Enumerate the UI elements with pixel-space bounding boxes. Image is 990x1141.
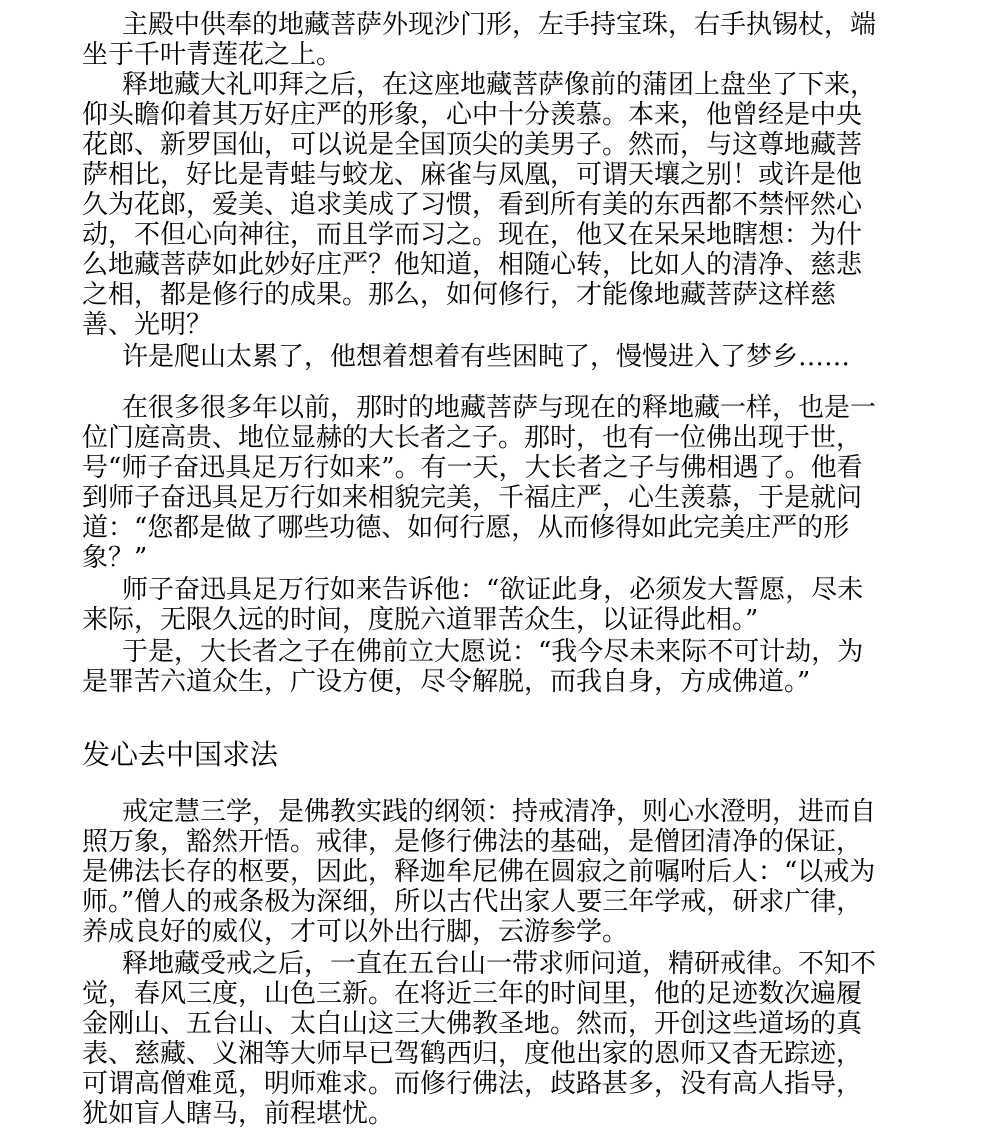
text-line: 照万象，豁然开悟。戒律，是修行佛法的基础，是僧团清净的保证，: [82, 827, 863, 857]
text-line: 萨相比，好比是青蛙与蛟龙、麻雀与凤凰，可谓天壤之别！或许是他: [82, 160, 863, 190]
text-line: 来际，无限久远的时间，度脱六道罪苦众生，以证得此相。”: [82, 605, 759, 635]
section-heading: 发心去中国求法: [82, 738, 279, 771]
text-line: 于是，大长者之子在佛前立大愿说：“我今尽未来际不可计劫，为: [122, 637, 864, 667]
text-line: 养成良好的威仪，才可以外出行脚，云游参学。: [82, 917, 629, 947]
text-line: 位门庭高贵、地位显赫的大长者之子。那时，也有一位佛出现于世，: [82, 423, 863, 453]
text-line: 可谓高僧难觅，明师难求。而修行佛法，歧路甚多，没有高人指导，: [82, 1069, 863, 1099]
text-line: 之相，都是修行的成果。那么，如何修行，才能像地藏菩萨这样慈: [82, 280, 837, 310]
text-line: 是佛法长存的枢要，因此，释迦牟尼佛在圆寂之前嘱咐后人：“以戒为: [82, 857, 876, 887]
text-line: 主殿中供奉的地藏菩萨外现沙门形，左手持宝珠，右手执锡杖，端: [122, 10, 877, 40]
text-line: 花郎、新罗国仙，可以说是全国顶尖的美男子。然而，与这尊地藏菩: [82, 130, 863, 160]
text-line: 道：“您都是做了哪些功德、如何行愿，从而修得如此完美庄严的形: [82, 513, 850, 543]
text-line: 觉，春风三度，山色三新。在将近三年的时间里，他的足迹数次遍履: [82, 979, 863, 1009]
text-line: 师。”僧人的戒条极为深细，所以古代出家人要三年学戒，研求广律，: [82, 887, 863, 917]
text-line: 释地藏大礼叩拜之后，在这座地藏菩萨像前的蒲团上盘坐了下来，: [122, 70, 877, 100]
text-line: 象？”: [82, 543, 148, 573]
text-line: 在很多很多年以前，那时的地藏菩萨与现在的释地藏一样，也是一: [122, 393, 877, 423]
text-line: 仰头瞻仰着其万好庄严的形象，心中十分羡慕。本来，他曾经是中央: [82, 100, 863, 130]
text-line: 许是爬山太累了，他想着想着有些困盹了，慢慢进入了梦乡……: [122, 342, 851, 372]
text-line: 善、光明？: [82, 310, 213, 340]
text-line: 表、慈藏、义湘等大师早已驾鹤西归，度他出家的恩师又杳无踪迹，: [82, 1039, 863, 1069]
text-line: 动，不但心向神往，而且学而习之。现在，他又在呆呆地瞎想：为什: [82, 220, 863, 250]
text-line: 金刚山、五台山、太白山这三大佛教圣地。然而，开创这些道场的真: [82, 1009, 863, 1039]
text-line: 久为花郎，爱美、追求美成了习惯，看到所有美的东西都不禁怦然心: [82, 190, 863, 220]
text-line: 号“师子奋迅具足万行如来”。有一天，大长者之子与佛相遇了。他看: [82, 453, 863, 483]
text-line: 师子奋迅具足万行如来告诉他：“欲证此身，必须发大誓愿，尽未: [122, 575, 864, 605]
text-line: 么地藏菩萨如此妙好庄严？他知道，相随心转，比如人的清净、慈悲: [82, 250, 863, 280]
text-line: 到师子奋迅具足万行如来相貌完美，千福庄严，心生羡慕，于是就问: [82, 483, 863, 513]
text-line: 是罪苦六道众生，广设方便，尽令解脱，而我自身，方成佛道。”: [82, 667, 811, 697]
text-line: 犹如盲人瞎马，前程堪忧。: [82, 1099, 395, 1129]
text-line: 坐于千叶青莲花之上。: [82, 40, 343, 70]
text-line: 戒定慧三学，是佛教实践的纲领：持戒清净，则心水澄明，进而自: [122, 797, 877, 827]
text-line: 释地藏受戒之后，一直在五台山一带求师问道，精研戒律。不知不: [122, 949, 877, 979]
